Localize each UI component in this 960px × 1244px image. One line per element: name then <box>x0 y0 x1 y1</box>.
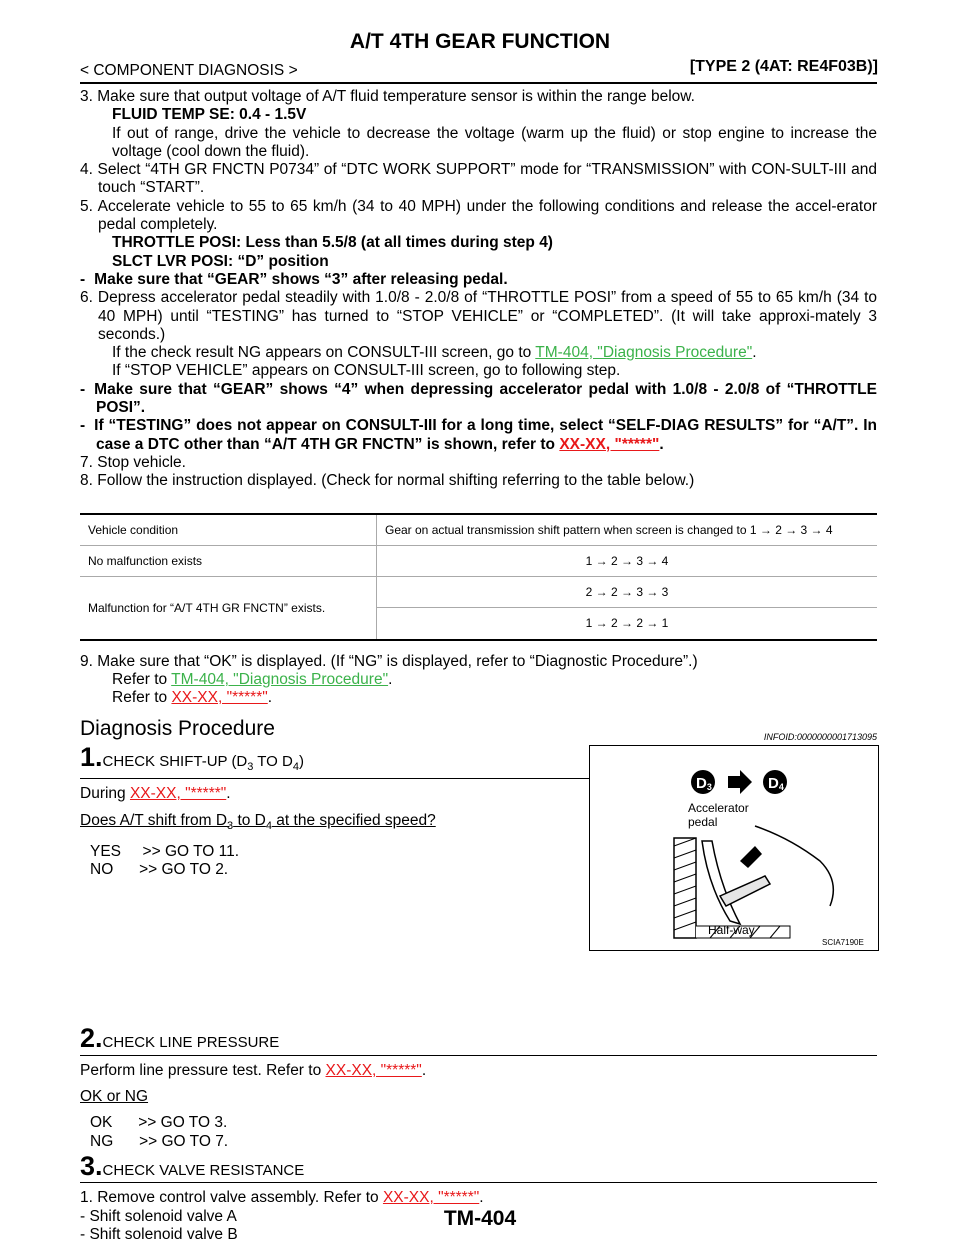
pedal-arm <box>702 841 740 924</box>
step-title-part: TO D <box>253 752 293 770</box>
subscript: 4 <box>292 760 299 773</box>
d3-label: D3 <box>696 775 712 792</box>
step-2-heading <box>80 1023 877 1055</box>
accelerator-label: Accelerator <box>688 801 749 815</box>
reference-link[interactable]: XX-XX, "*****" <box>129 785 227 803</box>
reference-link[interactable]: XX-XX, "*****" <box>325 1061 422 1079</box>
table-header-cell: Vehicle condition <box>80 514 377 546</box>
subscript: 3 <box>227 819 234 832</box>
step-5-bullet-text: Make sure that “GEAR” shows “3” after releasing pedal. <box>94 270 508 288</box>
pedal-pad <box>720 876 770 906</box>
selector-spec: SLCT LVR POSI: “D” position <box>112 252 329 270</box>
table-cell: 1 → 2 → 2 → 1 <box>377 608 878 640</box>
table-header-row <box>80 514 877 546</box>
fluid-temp-spec: FLUID TEMP SE: 0.4 - 1.5V <box>112 106 307 124</box>
shoe-outline <box>755 826 833 906</box>
accelerator-figure <box>589 745 879 951</box>
solenoid-b: - Shift solenoid valve B <box>80 1225 238 1243</box>
diagnosis-procedure-link[interactable]: TM-404, "Diagnosis Procedure" <box>171 671 389 689</box>
section-breadcrumb: < COMPONENT DIAGNOSIS > <box>80 62 298 79</box>
question-part: Does A/T shift from D <box>80 811 228 829</box>
info-id: INFOID:0000000001713095 <box>763 731 877 742</box>
pedal-label: pedal <box>688 815 718 829</box>
step-3-note: If out of range, drive the vehicle to decrease the voltage (warm up the fluid) or stop engine to increase the voltage (cool down the fluid). <box>112 124 877 160</box>
procedure-body <box>80 88 877 1244</box>
step-5: 5. Accelerate vehicle to 55 to 65 km/h (34 to 40 MPH) under the following conditions and release the accel-erator pedal completely. <box>80 197 877 234</box>
punct: . <box>659 435 664 453</box>
step-3-text <box>80 1189 877 1207</box>
punct: . <box>267 689 273 707</box>
half-way-label: Half-way <box>708 923 755 937</box>
model-type: [TYPE 2 (4AT: RE4F03B)] <box>689 58 878 75</box>
arrow-icon <box>728 770 752 794</box>
step-number: 3. <box>80 1150 103 1181</box>
reference-link[interactable]: XX-XX, "*****" <box>382 1189 480 1207</box>
self-diag-link[interactable]: XX-XX, "*****" <box>559 435 660 453</box>
table-cell: Malfunction for “A/T 4TH GR FNCTN” exists. <box>80 577 377 640</box>
table-cell: 1 → 2 → 3 → 4 <box>377 545 878 576</box>
step-2-question: OK or NG <box>80 1088 149 1106</box>
page-number: TM-404 <box>443 1207 517 1230</box>
step-6-bullet-2-text: If “TESTING” does not appear on CONSULT-III for a long time, select “SELF-DIAG RESULTS” for “A/T”. In case a DTC other than “A/T 4TH GR FNCTN” is shown, refer to <box>94 417 877 453</box>
question-part: at the specified speed? <box>272 811 436 829</box>
during-text: During <box>80 785 130 803</box>
answer-ok: OK >> GO TO 3. <box>90 1114 228 1132</box>
step-1-during <box>80 785 580 803</box>
step-rule <box>80 1182 877 1183</box>
step-2-text <box>80 1062 877 1080</box>
table-header-cell: Gear on actual transmission shift pattern when screen is changed to 1 → 2 → 3 → 4 <box>377 514 878 546</box>
subscript: 3 <box>247 760 254 773</box>
diagnosis-procedure-link[interactable]: TM-404, "Diagnosis Procedure" <box>535 344 753 362</box>
punct: . <box>421 1061 427 1079</box>
step-8: 8. Follow the instruction displayed. (Check for normal shifting referring to the table below.) <box>80 472 695 490</box>
step-rule <box>80 1055 877 1056</box>
step-6-bullet-2: - If “TESTING” does not appear on CONSULT-III for a long time, select “SELF-DIAG RESULTS” for “A/T”. In case a DTC other than “A/T 4TH GR FNCTN” is shown, refer to XX-XX, "*****". <box>80 417 877 453</box>
step-6-ng-text: If the check result NG appears on CONSULT-III screen, go to <box>112 344 536 362</box>
figure-code: SCIA7190E <box>822 938 864 947</box>
solenoid-a: - Shift solenoid valve A <box>80 1207 237 1225</box>
step-title-part: ) <box>298 752 304 770</box>
step-title: CHECK VALVE RESISTANCE <box>102 1161 305 1179</box>
step-title <box>102 752 304 773</box>
header-rule <box>80 82 877 84</box>
step-6-stop: If “STOP VEHICLE” appears on CONSULT-III screen, go to following step. <box>112 362 621 380</box>
step-6-bullet-1: - Make sure that “GEAR” shows “4” when depressing accelerator pedal with 1.0/8 - 2.0/8 of “THROTTLE POSI”. <box>80 380 877 417</box>
step-9-ref-1 <box>80 671 877 689</box>
page-title: A/T 4TH GEAR FUNCTION <box>349 30 611 53</box>
refer-text: Refer to <box>112 671 172 689</box>
step-6-ng <box>80 344 877 362</box>
accelerator-pedal-illustration <box>590 746 878 950</box>
step-3: 3. Make sure that output voltage of A/T fluid temperature sensor is within the range below. <box>80 88 695 105</box>
d4-label: D4 <box>768 775 784 792</box>
step-4: 4. Select “4TH GR FNCTN P0734” of “DTC WORK SUPPORT” mode for “TRANSMISSION” with CON-SULT-III and touch “START”. <box>80 161 877 197</box>
step-title: CHECK LINE PRESSURE <box>102 1034 280 1052</box>
step-2-text-part: Perform line pressure test. Refer to <box>80 1061 326 1079</box>
punct: . <box>388 671 393 689</box>
table-cell: No malfunction exists <box>80 545 377 576</box>
step-number: 2. <box>80 1023 103 1054</box>
step-7: 7. Stop vehicle. <box>80 453 186 471</box>
step-3-text-part: 1. Remove control valve assembly. Refer to <box>80 1189 383 1207</box>
answer-no: NO >> GO TO 2. <box>90 861 229 879</box>
reference-link[interactable]: XX-XX, "*****" <box>171 689 268 707</box>
throttle-spec: THROTTLE POSI: Less than 5.5/8 (at all times during step 4) <box>112 234 553 252</box>
step-1-question <box>80 812 580 835</box>
step-title-part: CHECK SHIFT-UP (D <box>102 752 248 770</box>
press-mark-icon <box>740 846 762 868</box>
step-9: 9. Make sure that “OK” is displayed. (If “NG” is displayed, refer to “Diagnostic Procedure”.) <box>80 652 698 670</box>
table-cell: 2 → 2 → 3 → 3 <box>377 577 878 608</box>
answer-ng: NG >> GO TO 7. <box>90 1132 229 1150</box>
shift-pattern-table <box>80 513 877 641</box>
table-row <box>80 577 877 608</box>
step-number: 1. <box>80 741 103 772</box>
punct: . <box>479 1189 484 1207</box>
step-5-bullet: - Make sure that “GEAR” shows “3” after releasing pedal. <box>80 270 508 288</box>
step-6-bullet-1-text: Make sure that “GEAR” shows “4” when depressing accelerator pedal with 1.0/8 - 2.0/8 of “THROTTLE POSI”. <box>94 380 877 417</box>
section-heading-text: Diagnosis Procedure <box>80 716 275 740</box>
question-part: to D <box>233 811 266 829</box>
refer-text: Refer to <box>112 689 172 707</box>
step-9-ref-2 <box>80 689 877 707</box>
step-6: 6. Depress accelerator pedal steadily with 1.0/8 - 2.0/8 of “THROTTLE POSI” from a speed of 55 to 65 km/h (34 to 40 MPH) until “TESTING” has turned to “STOP VEHICLE” or “COMPLETED”. (It will take approxi-mately 3 seconds.) <box>80 289 877 343</box>
subscript: 4 <box>265 819 272 832</box>
answer-yes: YES >> GO TO 11. <box>90 842 240 860</box>
table-row <box>80 545 877 576</box>
punct: . <box>752 344 757 362</box>
step-3-heading <box>80 1150 877 1183</box>
section-heading <box>80 716 877 742</box>
punct: . <box>226 785 231 803</box>
